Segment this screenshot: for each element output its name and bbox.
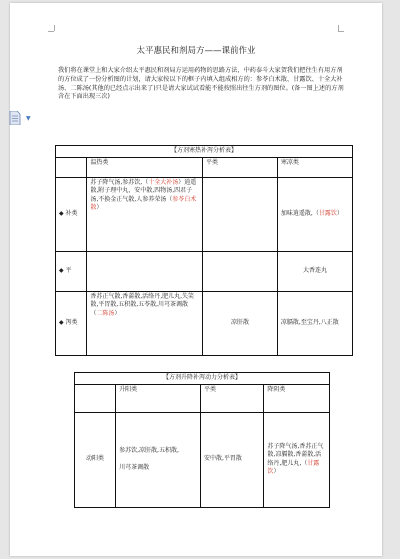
cell-text: ） (114, 309, 121, 317)
table1-caption: 【方剂寒热补泻分析表】 (56, 146, 353, 158)
cell-text: 大香连丸 (302, 266, 327, 274)
cell-neutral-neutral (203, 251, 278, 291)
table-up-down (74, 372, 330, 508)
cell-cold-purge (277, 291, 352, 355)
cell-text: 君子汤,不换金正气散, (90, 187, 193, 203)
table1-header-cold: 寒凉类 (277, 157, 352, 177)
cell-text: 凉肝散 (230, 318, 249, 326)
cell-text: 香苏正气散,香薷散,活络 (90, 292, 155, 300)
cell-up-yang (116, 412, 201, 507)
cell-line: 川芎茶调散 (119, 463, 150, 471)
document-page (10, 3, 382, 556)
table2-caption: 【方剂升降补泻动力分析表】 (75, 373, 330, 385)
row-label-text: 补类 (65, 209, 78, 217)
cell-text: ）逍遥散, (90, 178, 197, 194)
cell-text: 凉膈散,香薷散, (275, 451, 316, 458)
table2-header-blank (75, 384, 116, 412)
cell-text: 加味逍遥散,（ (280, 209, 319, 217)
cell-cold-neutral (277, 251, 352, 291)
cell-text: 香苏正气散, (267, 442, 324, 458)
highlight-text: 十全大补汤 (148, 178, 179, 186)
document-title: 太平惠民和剂局方——课前作业 (136, 46, 256, 56)
row-label-text: 泻类 (65, 318, 78, 326)
crop-mark (338, 31, 344, 32)
table2-header-down: 降阴类 (264, 384, 330, 412)
highlight-text: 二陈汤 (96, 309, 115, 317)
chevron-down-icon[interactable]: ▼ (26, 115, 31, 122)
cell-warm-purge (87, 291, 203, 355)
cell-text: ） (273, 468, 280, 475)
table1-header-blank (56, 157, 87, 177)
cell-cold-tonify (277, 177, 352, 251)
table-cold-hot (55, 145, 353, 356)
intro-paragraph: 我们将在课堂上和大家介绍太平惠民和剂局方运用药物的思路方法，中药泰斗大家贺我们把往生有用方剂的方位成了一份分析图的计划，请大家按以下的框子内填入组成相方的：参苓白术散、甘露饮、十全大补汤、二陈汤(其他的已经点示出来了)只是请大家试试看能不能按照出往生方剂的图位。(备一图上述的方剂含在下面出现三次) (58, 67, 344, 101)
cell-neutral-yang: 安中散,平胃散 (200, 412, 263, 507)
cell-down-yang (264, 412, 330, 507)
cell-warm-neutral (87, 251, 203, 291)
cell-warm-tonify (87, 177, 203, 251)
row-label-yang: 动阳类 (75, 412, 116, 507)
cell-text: 散,五积散,五苓散,川芎茶 (110, 301, 177, 308)
cell-text: （ (142, 178, 149, 186)
table2-header-neutral: 平类 (200, 384, 263, 412)
row-label-text: 平 (65, 266, 72, 274)
highlight-text: 参苓白术散 (90, 195, 197, 211)
row-label-tonify (56, 177, 87, 251)
cell-text: 苏子降气汤,参苏饮, (90, 178, 143, 186)
cell-text: 调散（ (90, 301, 189, 317)
table1-header-warm: 温热类 (87, 157, 203, 177)
highlight-text: 甘露饮 (318, 209, 337, 217)
cell-text: （ (301, 459, 308, 467)
cell-text: ） (96, 204, 103, 211)
cell-text: 苏子降气汤, (267, 442, 300, 450)
cell-text: 附子 (98, 187, 111, 194)
row-label-neutral (56, 251, 87, 291)
crop-mark (54, 25, 55, 31)
document-icon[interactable] (9, 111, 21, 125)
table2-header-up: 升阳类 (116, 384, 201, 412)
crop-mark (338, 25, 339, 31)
cell-text: 丹,肥儿丸,失笑散,平胃 (90, 292, 195, 308)
crop-mark (48, 31, 54, 32)
cell-text: 八正散 (320, 318, 339, 326)
bullet-diamond-icon: ◆ (59, 209, 64, 217)
cell-neutral-tonify (203, 177, 278, 251)
cell-text: ） (336, 209, 343, 217)
cell-text: 活络丹,肥儿丸, (267, 451, 322, 467)
highlight-text: 甘露饮 (267, 459, 320, 475)
cell-text: 人参养荣汤（ (136, 195, 173, 203)
row-label-purge (56, 291, 87, 355)
bullet-diamond-icon: ◆ (59, 266, 64, 274)
cell-text: 理中丸，安中散,四物汤,四 (110, 187, 181, 194)
table1-header-neutral: 平类 (203, 157, 278, 177)
cell-neutral-purge (203, 291, 278, 355)
bullet-diamond-icon: ◆ (59, 318, 64, 326)
cell-text: 凉膈散,至宝丹, (280, 318, 321, 326)
cell-line: 参苏饮,凉肝散,五积散, (119, 447, 179, 454)
